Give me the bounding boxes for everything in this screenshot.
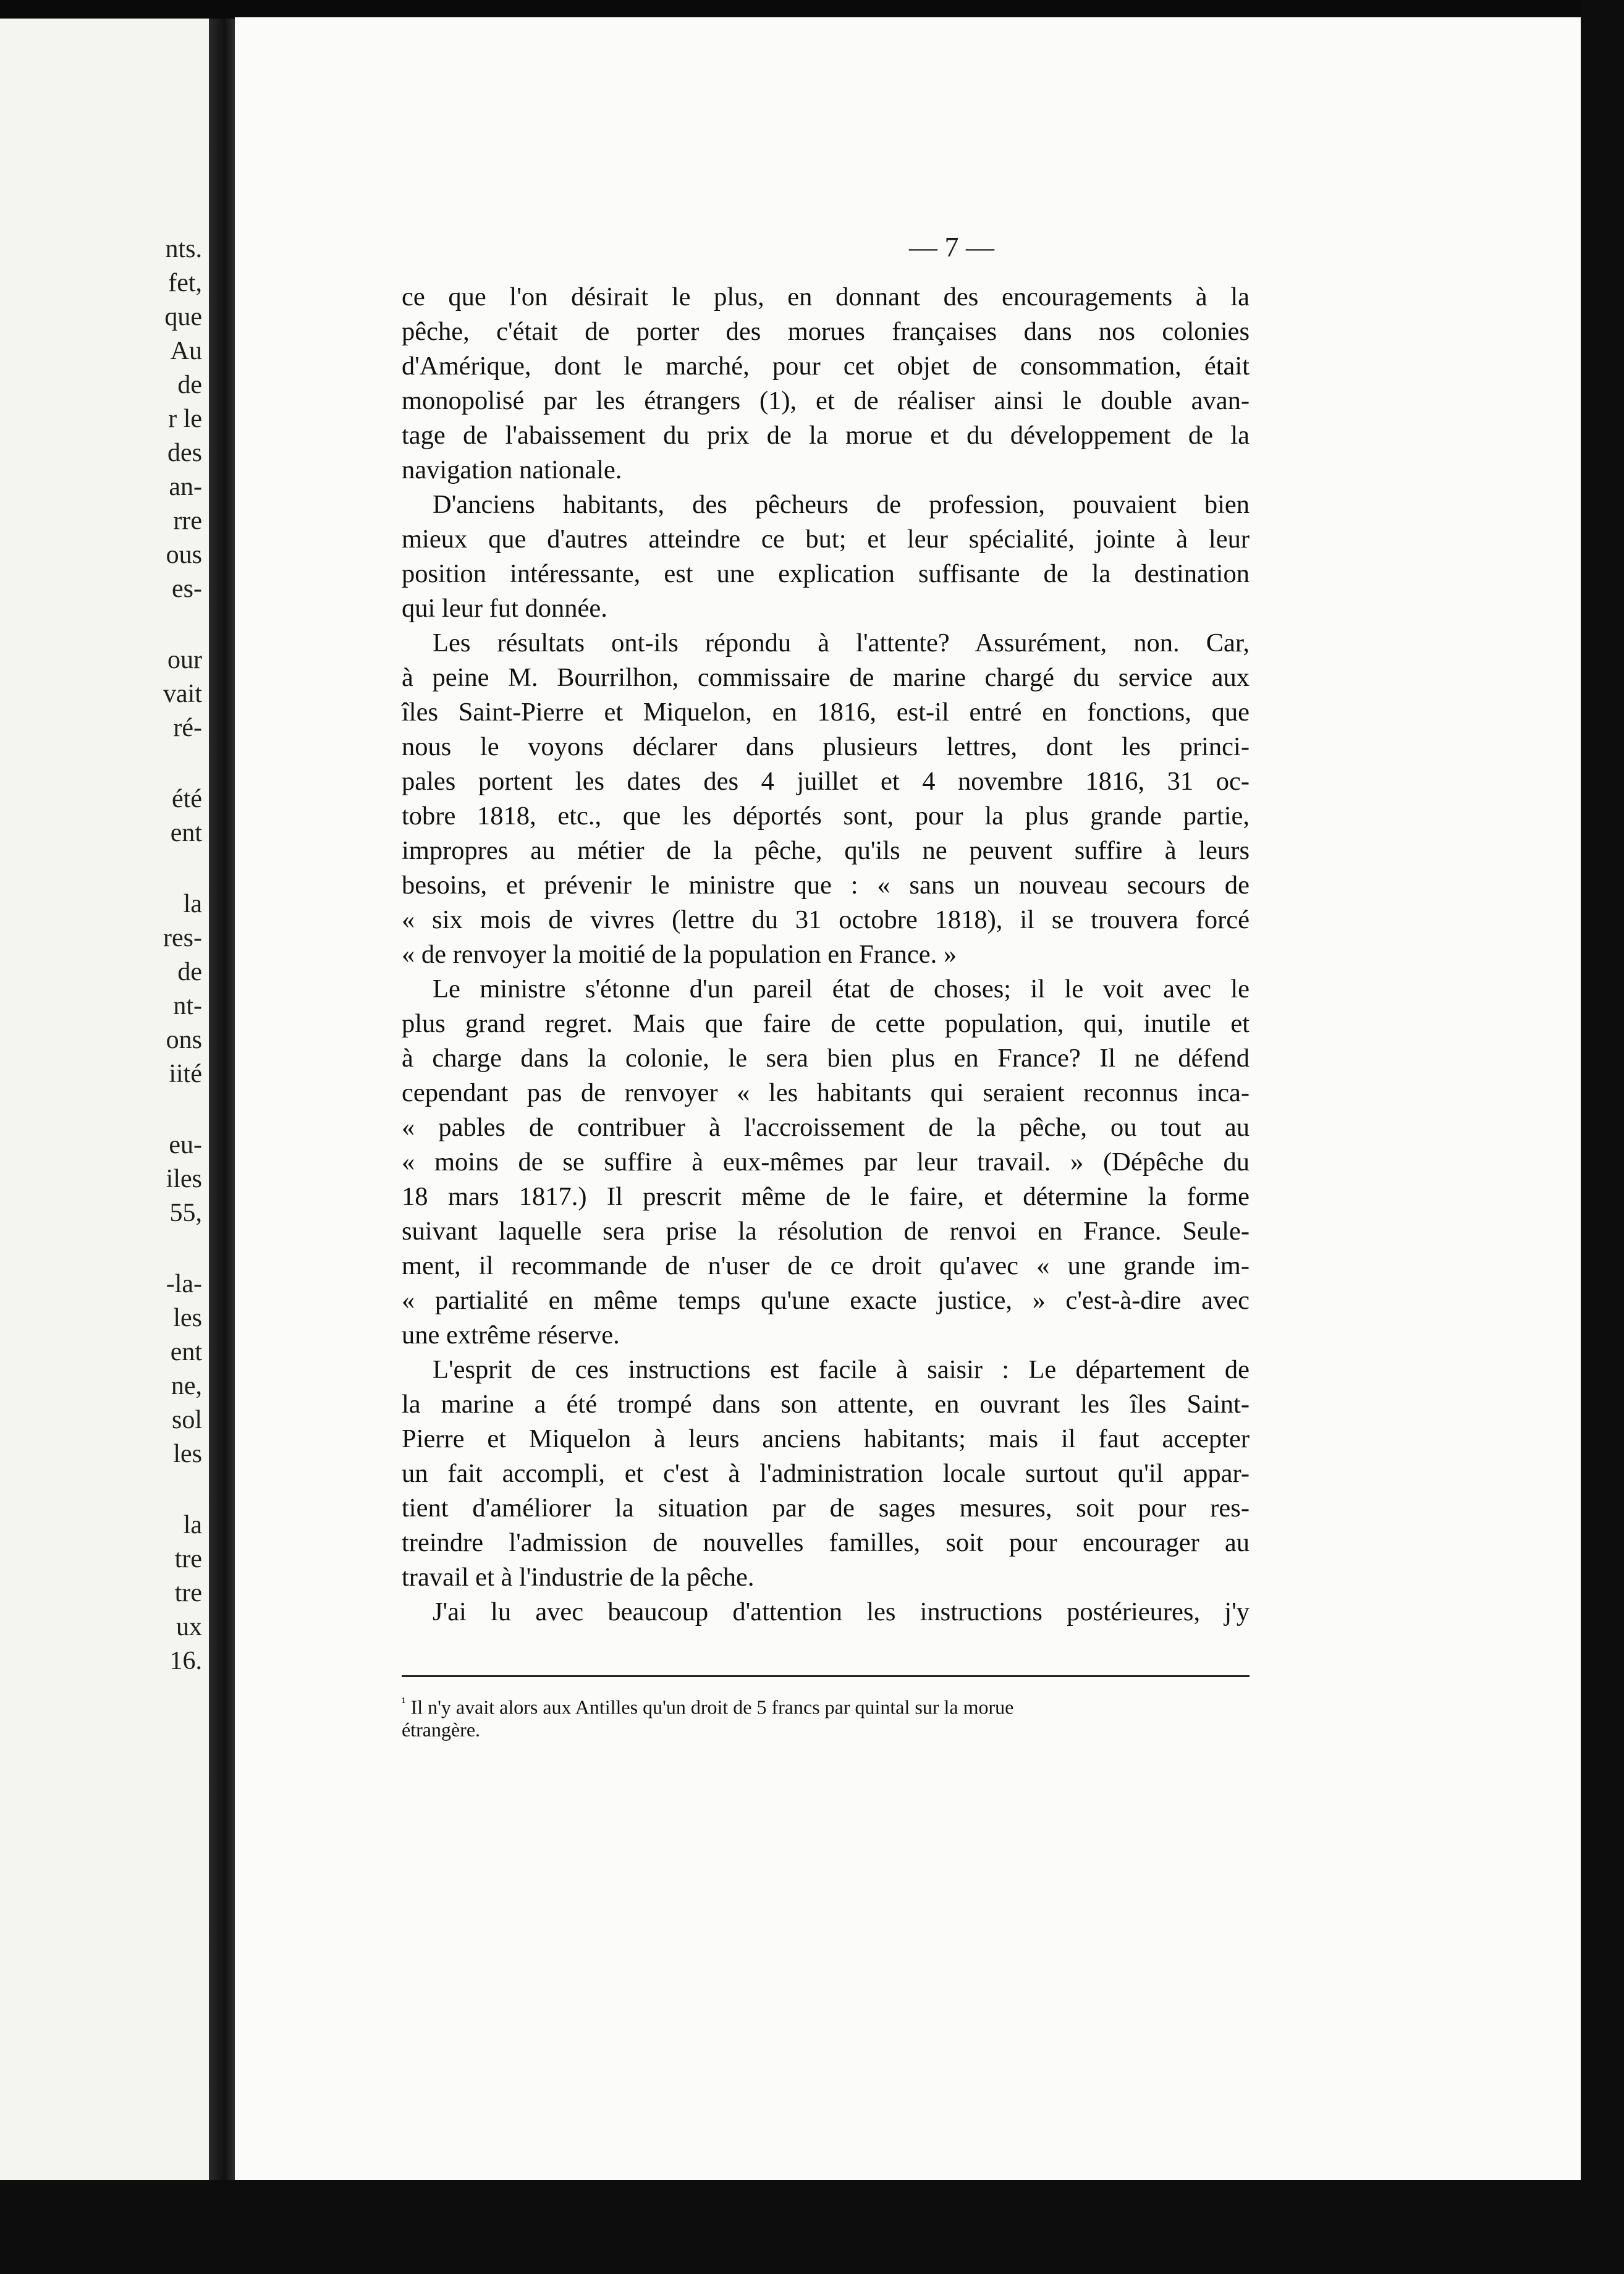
body-line: la marine a été trompé dans son attente, en ouvrant les îles Saint- — [402, 1390, 1250, 1419]
scan-edge-bottom — [0, 2180, 1624, 2274]
body-line: plus grand regret. Mais que faire de cette population, qui, inutile et — [402, 1009, 1250, 1038]
left-page-fragment: ux — [176, 1613, 202, 1641]
body-line: J'ai lu avec beaucoup d'attention les instructions postérieures, j'y — [433, 1597, 1250, 1626]
left-page-fragment: vait — [163, 680, 202, 708]
left-page-fragment: ne, — [171, 1372, 202, 1400]
left-page-fragment: ent — [170, 819, 202, 847]
body-line: une extrême réserve. — [402, 1321, 620, 1350]
left-page-fragment: nt- — [173, 992, 202, 1020]
body-line: « de renvoyer la moitié de la population en France. » — [402, 940, 957, 969]
left-page-fragment: fet, — [168, 269, 202, 297]
left-page-fragment: la — [183, 890, 202, 918]
body-line: pales portent les dates des 4 juillet et 4 novembre 1816, 31 oc- — [402, 767, 1250, 796]
page-number: — 7 — — [909, 231, 994, 263]
body-line: besoins, et prévenir le ministre que : « sans un nouveau secours de — [402, 871, 1250, 900]
left-page-fragment: ent — [170, 1338, 202, 1366]
body-line: « partialité en même temps qu'une exacte justice, » c'est-à-dire avec — [402, 1286, 1250, 1315]
left-page-fragment: les — [173, 1440, 202, 1468]
body-line: d'Amérique, dont le marché, pour cet objet de consommation, était — [402, 352, 1250, 381]
left-page-fragment: des — [167, 439, 202, 467]
left-page-fragment: de — [177, 371, 202, 399]
footnote-line-2: étrangère. — [402, 1718, 481, 1741]
body-line: cependant pas de renvoyer « les habitants qui seraient reconnus inca- — [402, 1078, 1250, 1107]
main-page — [235, 17, 1581, 2180]
left-page-fragment: iles — [166, 1165, 202, 1193]
left-page-fragment: res- — [163, 924, 202, 952]
body-line: tobre 1818, etc., que les déportés sont, pour la plus grande partie, — [402, 801, 1250, 831]
body-text — [402, 280, 1250, 1629]
left-page-fragment: 16. — [169, 1647, 202, 1675]
left-page-fragment: ous — [166, 541, 202, 569]
body-line: L'esprit de ces instructions est facile à saisir : Le département de — [433, 1355, 1250, 1384]
body-line: treindre l'admission de nouvelles familles, soit pour encourager au — [402, 1528, 1250, 1557]
book-gutter — [209, 19, 235, 2194]
left-page-fragment: ré- — [173, 714, 202, 742]
body-line: Pierre et Miquelon à leurs anciens habitants; mais il faut accepter — [402, 1424, 1250, 1453]
left-page-fragment: rre — [173, 507, 202, 535]
left-page-fragment: que — [164, 303, 202, 331]
body-line: travail et à l'industrie de la pêche. — [402, 1563, 755, 1592]
left-page-fragment: es- — [172, 575, 202, 603]
left-page-fragment: 55, — [169, 1199, 202, 1227]
left-page-fragment: ons — [166, 1026, 202, 1054]
left-page-fragment: sol — [171, 1406, 202, 1434]
body-line: monopolisé par les étrangers (1), et de réaliser ainsi le double avan- — [402, 386, 1250, 415]
body-line: Les résultats ont-ils répondu à l'attente? Assurément, non. Car, — [433, 628, 1250, 657]
body-line: tient d'améliorer la situation par de sages mesures, soit pour res- — [402, 1494, 1250, 1523]
body-line: 18 mars 1817.) Il prescrit même de le faire, et détermine la forme — [402, 1182, 1250, 1211]
left-page-fragment: de — [177, 958, 202, 986]
left-page-fragment: our — [167, 646, 202, 674]
body-line: ce que l'on désirait le plus, en donnant des encouragements à la — [402, 282, 1250, 311]
body-line: tage de l'abaissement du prix de la morue et du développement de la — [402, 421, 1250, 450]
body-line: « moins de se suffire à eux-mêmes par leur travail. » (Dépêche du — [402, 1148, 1250, 1177]
left-page-fragment: an- — [169, 473, 202, 501]
body-line: suivant laquelle sera prise la résolution de renvoi en France. Seule- — [402, 1217, 1250, 1246]
left-page-fragment: Au — [170, 337, 202, 365]
body-line: ment, il recommande de n'user de ce droit qu'avec « une grande im- — [402, 1251, 1250, 1280]
body-line: à peine M. Bourrilhon, commissaire de marine chargé du service aux — [402, 663, 1250, 692]
body-line: « six mois de vivres (lettre du 31 octobre 1818), il se trouvera forcé — [402, 905, 1250, 934]
body-line: un fait accompli, et c'est à l'administration locale surtout qu'il appar- — [402, 1459, 1250, 1488]
left-page-fragment: les — [173, 1304, 202, 1332]
left-page-fragment: été — [172, 785, 202, 813]
footnote — [402, 1689, 1250, 1743]
left-page-fragment: r le — [168, 405, 202, 433]
footnote-line-1 — [402, 1689, 1250, 1716]
body-line: pêche, c'était de porter des morues françaises dans nos colonies — [402, 317, 1250, 346]
footnote-mark: ¹ — [402, 1694, 406, 1710]
body-line: mieux que d'autres atteindre ce but; et leur spécialité, jointe à leur — [402, 525, 1250, 554]
left-page-fragment: eu- — [169, 1131, 202, 1159]
footnote-rule — [402, 1675, 1250, 1677]
body-line: impropres au métier de la pêche, qu'ils ne peuvent suffire à leurs — [402, 836, 1250, 865]
body-line: à charge dans la colonie, le sera bien plus en France? Il ne défend — [402, 1044, 1250, 1073]
left-facing-page — [0, 19, 213, 2181]
left-page-fragment: tre — [174, 1579, 202, 1607]
scan-edge-right — [1581, 0, 1624, 2274]
body-line: qui leur fut donnée. — [402, 594, 607, 623]
body-line: îles Saint-Pierre et Miquelon, en 1816, est-il entré en fonctions, que — [402, 698, 1250, 727]
left-page-fragment: la — [183, 1511, 202, 1539]
body-line: position intéressante, est une explication suffisante de la destination — [402, 559, 1250, 588]
body-line: « pables de contribuer à l'accroissement de la pêche, ou tout au — [402, 1113, 1250, 1142]
left-page-fragment: iité — [169, 1060, 202, 1088]
body-line: D'anciens habitants, des pêcheurs de profession, pouvaient bien — [433, 490, 1250, 519]
left-page-fragment: nts. — [165, 235, 202, 263]
left-page-fragment: -la- — [166, 1270, 202, 1298]
body-line: nous le voyons déclarer dans plusieurs lettres, dont les princi- — [402, 732, 1250, 761]
footnote-text-1: Il n'y avait alors aux Antilles qu'un droit de 5 francs par quintal sur la morue — [410, 1696, 1014, 1718]
left-page-fragment: tre — [174, 1545, 202, 1573]
body-line: Le ministre s'étonne d'un pareil état de choses; il le voit avec le — [433, 974, 1250, 1004]
body-line: navigation nationale. — [402, 455, 622, 484]
